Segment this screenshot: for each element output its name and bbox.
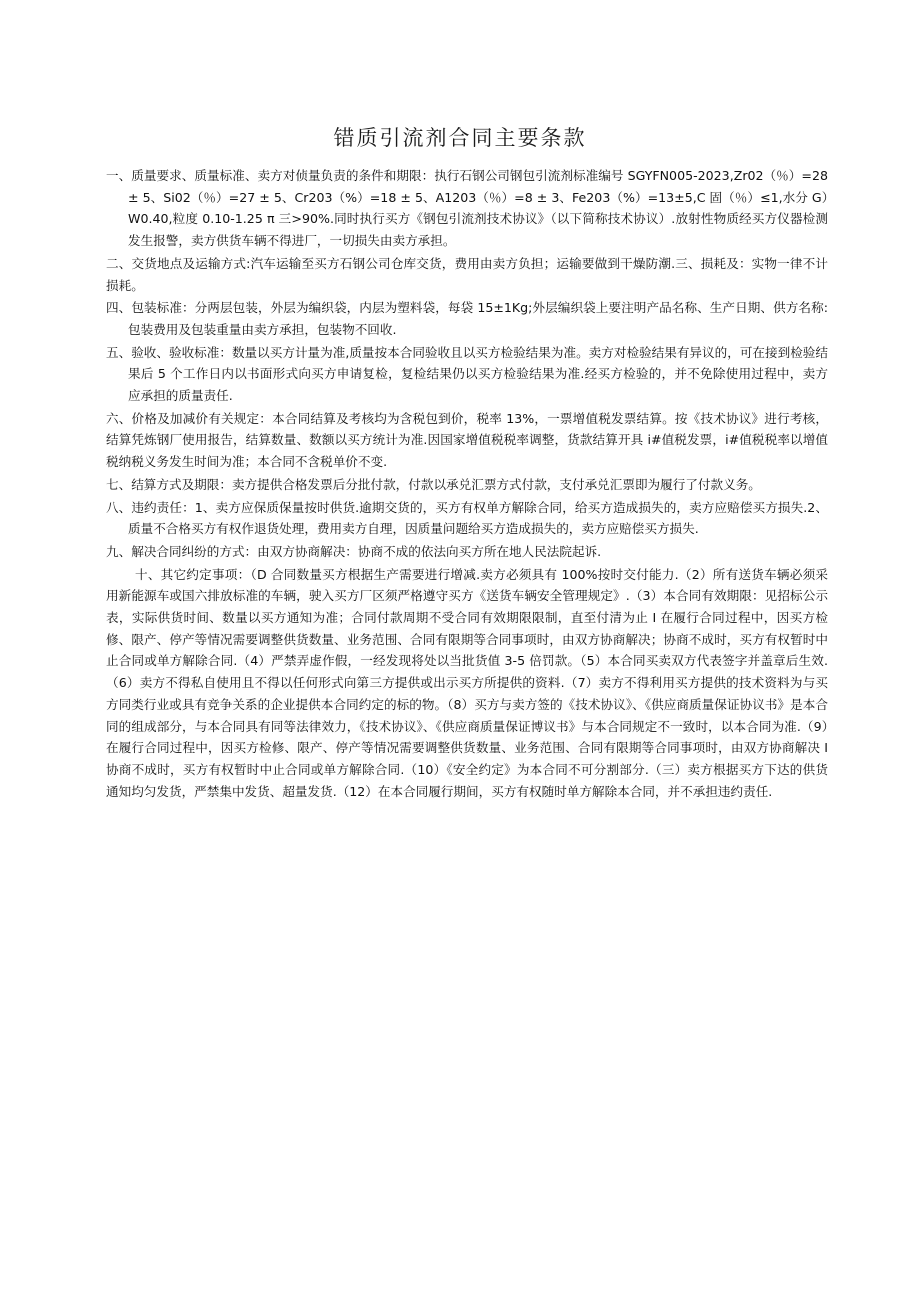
clause-delivery: 二、交货地点及运输方式:汽车运输至买方石钢公司仓库交货，费用由卖方负担；运输要做到干燥防潮.三、损耗及：实物一律不计损耗。	[106, 255, 828, 293]
clause-other-terms: 十、其它约定事项：（D 合同数量买方根据生产需要进行增减.卖方必须具有 100%按时交付能力.（2）所有送货车辆必须采用新能源车或国六排放标准的车辆，驶入买方厂区须严格遵守买方《送货车辆安全管理规定》.（3）本合同有效期限：见招标公示表，实际供货时间、数量以买方通知为准；合同付款周期不受合同有效期限限制，直至付清为止 I 在履行合同过程中，因买方检修、限产、停产等情况需要调整供货数量、业务范围、合同有限期等合同事项时，由双方协商解决；协商不成时，买方有权暂时中止合同或单方解除合同.（4）严禁弄虚作假，一经发现将处以当批货值 3-5 倍罚款。（5）本合同买卖双方代表签字并盖章后生效.（6）卖方不得私自使用且不得以任何形式向第三方提供或出示买方所提供的资料.（7）卖方不得利用买方提供的技术资料为与买方同类行业或具有竞争关系的企业提供本合同约定的标的物。（8）买方与卖方签的《技术协议》、《供应商质量保证协议书》是本合同的组成部分，与本合同具有同等法律效力，《技术协议》、《供应商质量保证博议书》与本合同规定不一致时，以本合同为准.（9）在履行合同过程中，因买方检修、限产、停产等情况需要调整供货数量、业务范围、合同有限期等合同事项时，由双方协商解决 I 协商不成时，买方有权暂时中止合同或单方解除合同.（10）《安全约定》为本合同不可分割部分.（三）卖方根据买方下达的供货通知均匀发货，严禁集中发货、超量发货.（12）在本合同履行期间，买方有权随时单方解除本合同，并不承担违约责任.	[106, 566, 828, 799]
clause-packaging: 四、包装标准：分两层包装，外层为编织袋，内层为塑料袋，每袋 15±1Kg;外层编织袋上要注明产品名称、生产日期、供方名称:包装费用及包装重量由卖方承担，包装物不回收.	[106, 300, 828, 337]
clause-dispute: 九、解决合同纠纷的方式：由双方协商解决：协商不成的依法向买方所在地人民法院起诉.	[106, 543, 602, 559]
document-title: 错质引流剂合同主要条款	[333, 126, 587, 150]
contract-body	[106, 165, 828, 802]
clause-liability: 八、违约责任：1、卖方应保质保量按时供货.逾期交货的，买方有权单方解除合同，给买方造成损失的，卖方应赔偿买方损失.2、质量不合格买方有权作退货处理，费用卖方自理，因质量问题给买方造成损失的，卖方应赔偿买方损失.	[106, 499, 828, 537]
clause-acceptance: 五、验收、验收标准：数量以买方计量为准,质量按本合同验收且以买方检验结果为准。卖方对检验结果有异议的，可在接到检验结果后 5 个工作日内以书面形式向买方申请复检，复检结果仍以买方检验结果为准.经买方检验的，并不免除使用过程中，卖方应承担的质量责任.	[106, 344, 828, 404]
clause-settlement: 七、结算方式及期限：卖方提供合格发票后分批付款，付款以承兑汇票方式付款，支付承兑汇票即为履行了付款义务。	[106, 476, 761, 492]
clause-pricing: 六、价格及加减价有关规定：本合同结算及考核均为含税包到价，税率 13%，一票增值税发票结算。按《技术协议》进行考核，结算凭炼钢厂使用报告，结算数量、数额以买方统计为准.因国家增值税税率调整，货款结算开具 i#值税发票，i#值税税率以增值税纳税义务发生时间为准；本合同不含税单价不变.	[106, 410, 828, 470]
clause-quality: 一、质量要求、质量标准、卖方对侦量负责的条件和期限：执行石钢公司钢包引流剂标准编号 SGYFN005-2023,Zr02（％）=28 ± 5、Si02（％）=27 ± 5、Cr203（%）=18 ± 5、A1203（％）=8 ± 3、Fe203（%）=13±5,C 固（％）≤1,水分 G）W0.40,粒度 0.10-1.25 π 三>90%.同时执行买方《钢包引流剂技术协议》（以下简称技术协议）.放射性物质经买方仪器检测发生报警，卖方供货车辆不得进厂，一切损失由卖方承担。	[106, 168, 828, 249]
